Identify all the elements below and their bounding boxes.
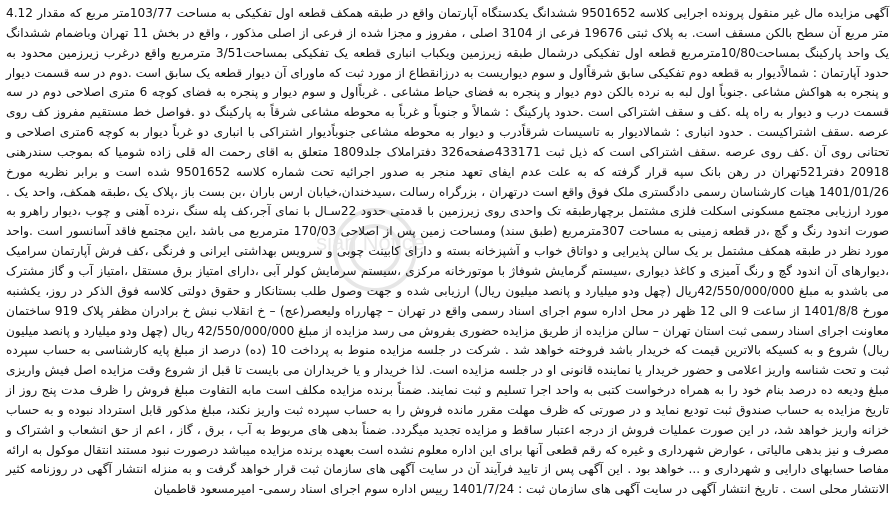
notice-body: آگهی مزایده مال غیر منقول پرونده اجرایی کلاسه 9501652 ششدانگ یکدستگاه آپارتمان واقع در طبقه همکف قطعه اول تفکیکی به مساحت 103/77متر مربع که مقدار 4.12 متر مربع آن سطح بالکن مسقف است. به پلاک ثبتی 19676 فرعی از 3104 اصلی ، مفروز و مجزا شده از فرعی از اصلی مذکور ، واقع در بخش 11 تهران وباضمام ششدانگ یک واحد پارکینگ بمساحت10/80مترمربع قطعه اول تفکیکی درشمال طبقه زیرزمین ویکباب انباری قطعه یک تفکیکی بمساحت3/51 مترمربع واقع درغرب زیرزمین محدود به حدود آپارتمان : شمالاًدیوار به قطعه دوم تفکیکی سابق شرقاًاول و سوم دیواریست به درزانقطاع از مورد ثبت که ماورای آن دیوار قطعه یک سابق است .دوم در سه قسمت دیوار و پنجره به هواکش مشاعی .جنوباً اول لبه به نرده بالکن دوم دیوار و پنجره به فضای حیاط مشاعی . غرباًاول و سوم دیوار و پنجره به فضای کوچه 6 متری اصلاحی دوم در سه قسمت درب و دیوار به راه پله .کف و سقف اشتراکی است .حدود پارکینگ : شمالاً و جنوباً و غرباً به محوطه مشاعی شرقاً به پارکینگ دو .فواصل خط مستقیم مفروز کف روی عرصه .سقف اشتراکیست . حدود انباری : شمالادیوار به تاسیسات شرقاًدرب و دیوار به محوطه مشاعی جنوباًدیوار اشتراکی با انباری دو غرباً دیوار به کوچه 6متری اصلاحی و تحتانی روی آن .کف روی عرصه .سقف اشتراکی است که ذیل ثبت 433171صفحه326 دفتراملاک جلد1809 متعلق به اقای رحمت اله قلی زاده شومیا که بموجب سندرهنی 20918 دفتر521تهران در رهن بانک سپه قرار گرفته که به علت عدم ایفای تعهد منجر به صدور اجرائیه تحت شماره کلاسه 9501652 شده است و برابر نظریه مورخ 1401/01/26 هیات کارشناسان رسمی دادگستری ملک فوق واقع است درتهران ، بزرگراه رسالت ،سیدخندان،خیابان ارس باران ،بن بست باز ،پلاک یک ،طبقه همکف، واحد یک . مورد ارزیابی مجتمع مسکونی اسکلت فلزی مشتمل برچهارطبقه تک واحدی روی زیرزمین با قدمتی حدود 22سـال با نمای آجر،کف پله سنگ ،نرده آهنی و چوب ،دیوار راهرو به صورت اندود رنگ و گچ ،در قطعه زمینی به مساحت 307مترمربع (طبق سند) ومساحت زمین پس از اصلاحی 170/03 مترمربع می باشد ،این مجتمع فاقد آسانسور است .واحد مورد نظر در طبقه همکف مشتمل بر یک سالن پذیرایی و دواتاق خواب و آشپزخانه بسته و دارای کابینت چوبی و سرویس بهداشتی ایرانی و فرنگی ،کف فرش آپارتمان سرامیک ،دیوارهای آن اندود گچ و رنگ آمیزی و کاغذ دیواری ،سیستم گرمایش شوفاژ با موتورخانه مرکزی ،سیستم سرمایش کولر آبی ،دارای امتیاز برق مستقل ،امتیاز آب و گاز مشترک می باشدو به مبلغ 42/550/000/000ریال (چهل ودو میلیارد و پانصد میلیون ریال) ارزیابی شده و جهت وصول طلب بستانکار و حقوق دولتی کلاسه فوق الذکر در روز، یکشنبه مورخ 1401/8/8 از ساعت 9 الی 12 ظهر در محل اداره سوم اجرای اسناد رسمی واقع در تهران – چهارراه ولیعصر(عج) – خ انقلاب نبش خ برادران مظفر پلاک 919 ساختمان معاونت اجرای اسناد رسمی ثبت استان تهران – سالن مزایده از طریق مزایده حضوری بفروش می رسد مزایده از مبلغ 42/550/000/000 ریال (چهل ودو میلیارد و پانصد میلیون ریال) شروع و به کسیکه بالاترین قیمت که خریدار باشد فروخته خواهد شد . شرکت در جلسه مزایده منوط به پرداخت 10 (ده) درصد از مبلغ پایه کارشناسی به حساب سپرده ثبت و تحت شناسه واریز اعلامی و حضور خریدار یا نماینده قانونی او در جلسه مزایده است. لذا خریدار و یا خریداران می بایست تا قبل از شروع وقت مزایده اصل فیش واریزی مبلغ ودیعه ده درصد بنام خود را به همراه درخواست کتبی به واحد اجرا تسلیم و ثبت نمایند. ضمناً برنده مزایده مکلف است مابه التفاوت مبلغ فروش را ظرف مدت پنج روز از تاریخ مزایده به حساب صندوق ثبت تودیع نماید و در صورتی که ظرف مهلت مقرر مانده فروش را به حساب سپرده ثبت واریز نکند، مبلغ مذکور قابل استرداد نبوده و به حساب خزانه واریز خواهد شد، در این صورت عملیات فروش از درجه اعتبار ساقط و مزایده تجدید میگردد. ضمناً بدهی های مربوط به آب ، برق ، گاز ، اعم از حق انشعاب و اشتراک و مصرف و نیز بدهی مالیاتی ، عوارض شهرداری و غیره که رقم قطعی آنها برای این اداره معلوم نشده است بعهده برنده مزایده میباشد درصورت نبود مستند انتقال موکول به ارائه مفاصا حسابهای دارایی و شهرداری و ... خواهد بود . این آگهی پس از تایید فرآیند آن در سایت آگهی های سازمان ثبت قرار خواهد گرفت و به منزله انتشار آگهی در روزنامه کثیر الانتشار محلی است . تاریخ انتشار آگهی در سایت آگهی های سازمان ثبت : 1401/7/24 رییس اداره سوم اجرای اسناد رسمی- امیرمسعود قاطمیان (6, 6, 890, 497)
svg-text:Parsian Notice: sian Notice (316, 230, 425, 255)
